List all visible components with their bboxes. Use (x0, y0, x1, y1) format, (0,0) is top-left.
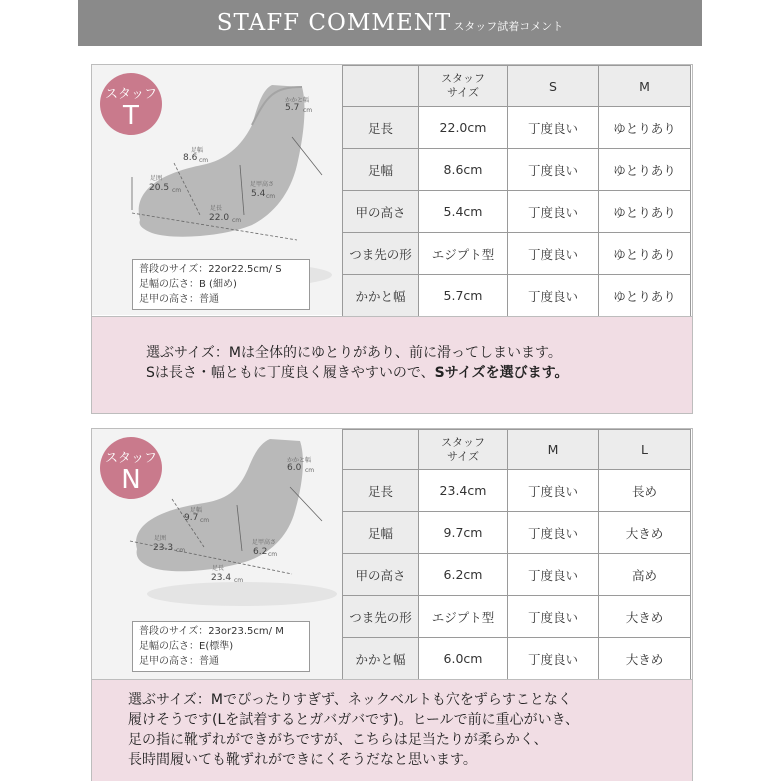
foot-width-type: 足幅の広さ：E(標準) (139, 641, 234, 652)
foot-width-type: 足幅の広さ：B (細め) (139, 279, 237, 290)
foot-width-value: 9.7 (184, 513, 199, 523)
column-header-size-m: M (508, 430, 599, 470)
comment-line: 長時間履いても靴ずれができにくそうだなと思います。 (128, 752, 477, 768)
table-cell: 5.4cm (419, 191, 508, 233)
heel-width-unit: cm (303, 107, 313, 114)
heel-width-label: かかと幅 (285, 97, 310, 104)
foot-width-unit: cm (200, 517, 210, 524)
column-header-staff-size: スタッフ サイズ (419, 430, 508, 470)
table-cell: 丁度良い (508, 638, 599, 680)
comment-line (146, 363, 692, 383)
foot-length-unit: cm (232, 217, 242, 224)
table-cell: 8.6cm (419, 149, 508, 191)
foot-length-unit: cm (234, 577, 244, 584)
table-cell: 5.7cm (419, 275, 508, 317)
staff-n-panel (91, 428, 693, 781)
section-header (78, 0, 702, 46)
row-header: つま先の形 (343, 596, 419, 638)
comment-line: 選ぶサイズ：Mは全体的にゆとりがあり、前に滑ってしまいます。 (146, 345, 562, 361)
table-cell: ゆとりあり (599, 149, 691, 191)
table-cell: 6.2cm (419, 554, 508, 596)
table-cell: 23.4cm (419, 470, 508, 512)
column-header-size-m: M (599, 66, 691, 107)
heel-width-value: 5.7 (285, 103, 300, 113)
heel-width-unit: cm (305, 467, 315, 474)
staff-t-comment (92, 316, 692, 413)
instep-label: 足甲高さ (252, 539, 277, 546)
table-cell: 丁度良い (508, 191, 599, 233)
foot-length-value: 23.4 (211, 573, 232, 583)
staff-n-comment (92, 679, 692, 781)
column-header-size-l: L (599, 430, 691, 470)
staff-n-size-table (342, 429, 691, 680)
table-cell: 丁度良い (508, 149, 599, 191)
table-cell: エジプト型 (419, 596, 508, 638)
foot-circ-unit: cm (172, 187, 182, 194)
instep-type: 足甲の高さ：普通 (139, 294, 219, 305)
instep-unit: cm (268, 551, 278, 558)
usual-size: 普段のサイズ：23or23.5cm/ M (139, 626, 284, 637)
row-header: 足長 (343, 470, 419, 512)
instep-value: 5.4 (251, 189, 266, 199)
staff-t-info-box (132, 259, 310, 310)
row-header: つま先の形 (343, 233, 419, 275)
badge-label: スタッフ (104, 87, 157, 102)
instep-type: 足甲の高さ：普通 (139, 656, 219, 667)
badge-label: スタッフ (104, 451, 157, 466)
row-header: 足長 (343, 107, 419, 149)
table-corner (343, 430, 419, 470)
table-cell: 22.0cm (419, 107, 508, 149)
table-cell: 大きめ (599, 596, 691, 638)
staff-n-badge (100, 437, 162, 499)
foot-width-label: 足幅 (190, 507, 203, 514)
foot-width-unit: cm (199, 157, 209, 164)
foot-length-label: 足長 (212, 565, 225, 572)
header-subtitle: スタッフ試着コメント (453, 20, 564, 33)
foot-circ-label: 足囲 (154, 535, 167, 542)
table-cell: ゆとりあり (599, 275, 691, 317)
row-header: 足幅 (343, 512, 419, 554)
column-header-staff-size: スタッフ サイズ (419, 66, 508, 107)
foot-circ-unit: cm (176, 547, 186, 554)
comment-text: Sは長さ・幅ともに丁度良く履きやすいので、 (146, 365, 435, 381)
table-cell: 丁度良い (508, 275, 599, 317)
row-header: 甲の高さ (343, 554, 419, 596)
badge-letter: T (123, 101, 139, 131)
comment-line: 履けそうです(Lを試着するとガバガバです)。ヒールで前に重心がいき、 (128, 712, 580, 728)
table-corner (343, 66, 419, 107)
comment-line: 足の指に靴ずれができがちですが、こちらは足当たりが柔らかく、 (128, 732, 548, 748)
instep-unit: cm (266, 193, 276, 200)
staff-t-size-table (342, 65, 691, 317)
table-cell: エジプト型 (419, 233, 508, 275)
staff-t-badge (100, 73, 162, 135)
table-cell: 丁度良い (508, 596, 599, 638)
table-cell: ゆとりあり (599, 233, 691, 275)
foot-width-value: 8.6 (183, 153, 198, 163)
table-cell: ゆとりあり (599, 107, 691, 149)
table-cell: 丁度良い (508, 512, 599, 554)
heel-width-label: かかと幅 (287, 457, 312, 464)
comment-line: 選ぶサイズ：Mでぴったりすぎず、ネックベルトも穴をずらすことなく (128, 692, 572, 708)
table-cell: 丁度良い (508, 554, 599, 596)
row-header: かかと幅 (343, 638, 419, 680)
instep-label: 足甲高さ (250, 181, 275, 188)
table-cell: 大きめ (599, 638, 691, 680)
staff-t-panel (91, 64, 693, 414)
column-header-size-s: S (508, 66, 599, 107)
table-cell: 丁度良い (508, 107, 599, 149)
row-header: 足幅 (343, 149, 419, 191)
table-cell: 6.0cm (419, 638, 508, 680)
table-cell: 9.7cm (419, 512, 508, 554)
table-cell: 高め (599, 554, 691, 596)
foot-circ-value: 23.3 (153, 543, 174, 553)
foot-length-label: 足長 (210, 205, 223, 212)
header-title: STAFF COMMENT (216, 10, 452, 36)
table-cell: 丁度良い (508, 233, 599, 275)
foot-width-label: 足幅 (191, 147, 204, 154)
staff-t-foot-photo (92, 65, 344, 315)
heel-width-value: 6.0 (287, 463, 302, 473)
table-cell: 丁度良い (508, 470, 599, 512)
row-header: かかと幅 (343, 275, 419, 317)
row-header: 甲の高さ (343, 191, 419, 233)
usual-size: 普段のサイズ：22or22.5cm/ S (139, 264, 282, 275)
instep-value: 6.2 (253, 547, 268, 557)
table-cell: ゆとりあり (599, 191, 691, 233)
badge-letter: N (121, 465, 141, 495)
staff-n-foot-photo (92, 429, 344, 679)
foot-circ-label: 足囲 (150, 175, 163, 182)
table-cell: 長め (599, 470, 691, 512)
foot-circ-value: 20.5 (149, 183, 170, 193)
foot-length-value: 22.0 (209, 213, 230, 223)
table-cell: 大きめ (599, 512, 691, 554)
staff-n-info-box (132, 621, 310, 672)
comment-emphasis: Sサイズを選びます。 (434, 365, 569, 381)
